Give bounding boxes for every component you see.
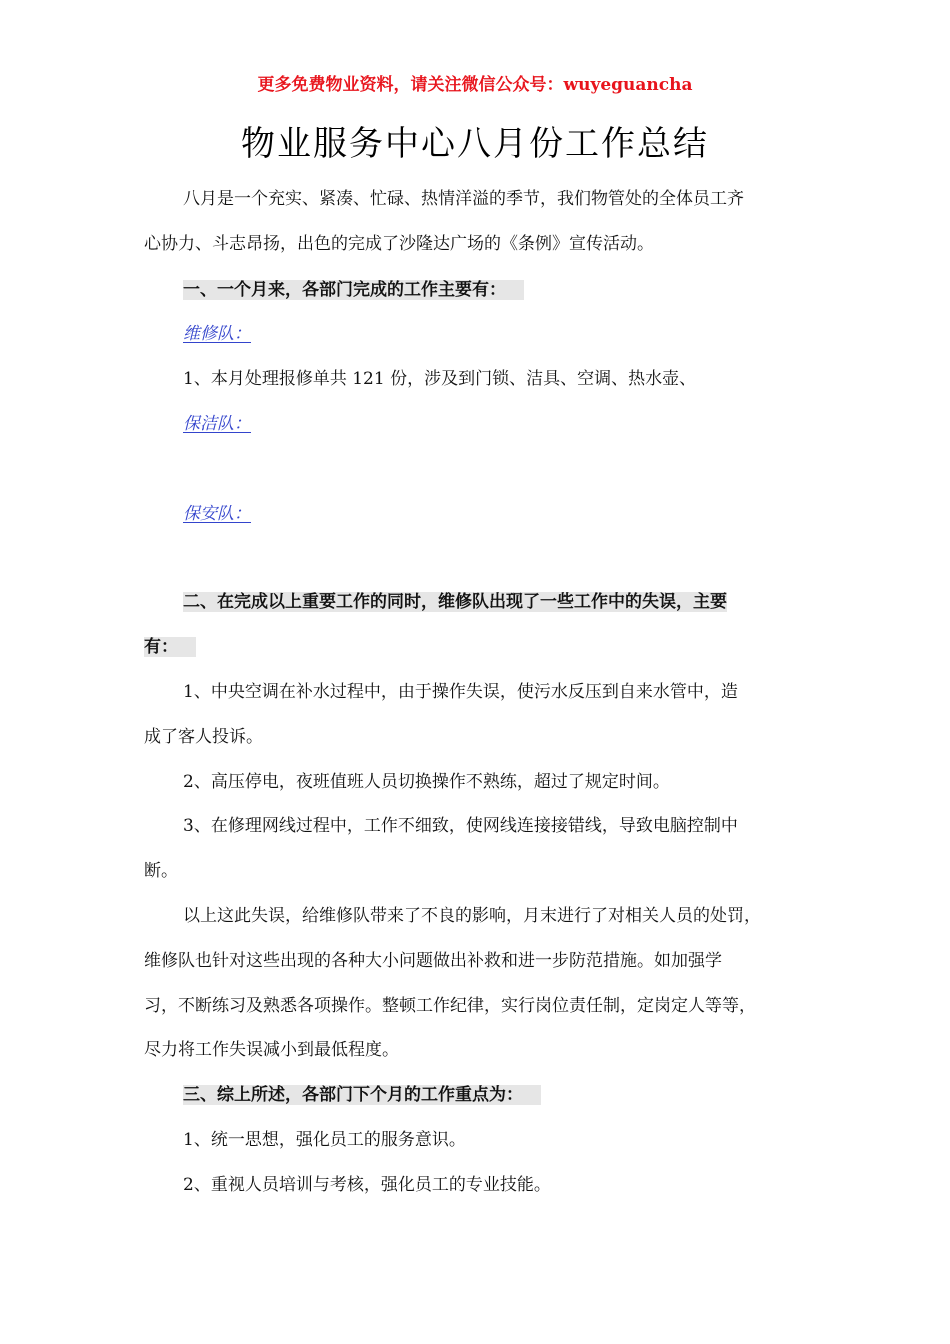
section-2-heading-line-1: 二、在完成以上重要工作的同时，维修队出现了一些工作中的失误，主要 <box>183 592 727 612</box>
summary-line-4: 尽力将工作失误减小到最低程度。 <box>144 1040 399 1060</box>
error-item-1-line-1: 1、中央空调在补水过程中，由于操作失误，使污水反压到自来水管中，造 <box>183 682 738 702</box>
section-2-heading-row-2 <box>144 635 812 659</box>
repair-item-1: 1、本月处理报修单共 121 份，涉及到门锁、洁具、空调、热水壶、 <box>183 369 697 389</box>
repair-team-label[interactable]: 维修队： <box>183 324 251 344</box>
section-2-heading-row-1 <box>183 590 812 614</box>
error-item-3-line-2: 断。 <box>144 861 178 881</box>
promo-banner: 更多免费物业资料，请关注微信公众号：wuyeguancha <box>257 75 693 95</box>
section-1-heading-row <box>183 278 812 302</box>
intro-line-1: 八月是一个充实、紧凑、忙碌、热情洋溢的季节，我们物管处的全体员工齐 <box>183 189 744 209</box>
cleaning-team-row <box>183 412 812 436</box>
focus-item-2: 2、重视人员培训与考核，强化员工的专业技能。 <box>183 1175 551 1195</box>
page-title: 物业服务中心八月份工作总结 <box>241 124 709 164</box>
section-2-heading-line-2: 有： <box>144 637 196 657</box>
error-item-2: 2、高压停电，夜班值班人员切换操作不熟练，超过了规定时间。 <box>183 772 670 792</box>
summary-line-3: 习，不断练习及熟悉各项操作。整顿工作纪律，实行岗位责任制，定岗定人等等， <box>144 996 756 1016</box>
cleaning-team-label[interactable]: 保洁队： <box>183 414 251 434</box>
security-team-row <box>183 502 812 526</box>
repair-team-row <box>183 322 812 346</box>
summary-line-2: 维修队也针对这些出现的各种大小问题做出补救和进一步防范措施。如加强学 <box>144 951 722 971</box>
security-team-label[interactable]: 保安队： <box>183 504 251 524</box>
intro-line-2: 心协力、斗志昂扬，出色的完成了沙隆达广场的《条例》宣传活动。 <box>144 234 654 254</box>
section-1-heading: 一、一个月来，各部门完成的工作主要有： <box>183 280 524 300</box>
summary-line-1: 以上这此失误，给维修队带来了不良的影响，月末进行了对相关人员的处罚， <box>183 906 761 926</box>
section-3-heading: 三、综上所述，各部门下个月的工作重点为： <box>183 1085 541 1105</box>
focus-item-1: 1、统一思想，强化员工的服务意识。 <box>183 1130 466 1150</box>
section-3-heading-row <box>183 1083 812 1107</box>
error-item-1-line-2: 成了客人投诉。 <box>144 727 263 747</box>
error-item-3-line-1: 3、在修理网线过程中，工作不细致，使网线连接接错线，导致电脑控制中 <box>183 816 738 836</box>
